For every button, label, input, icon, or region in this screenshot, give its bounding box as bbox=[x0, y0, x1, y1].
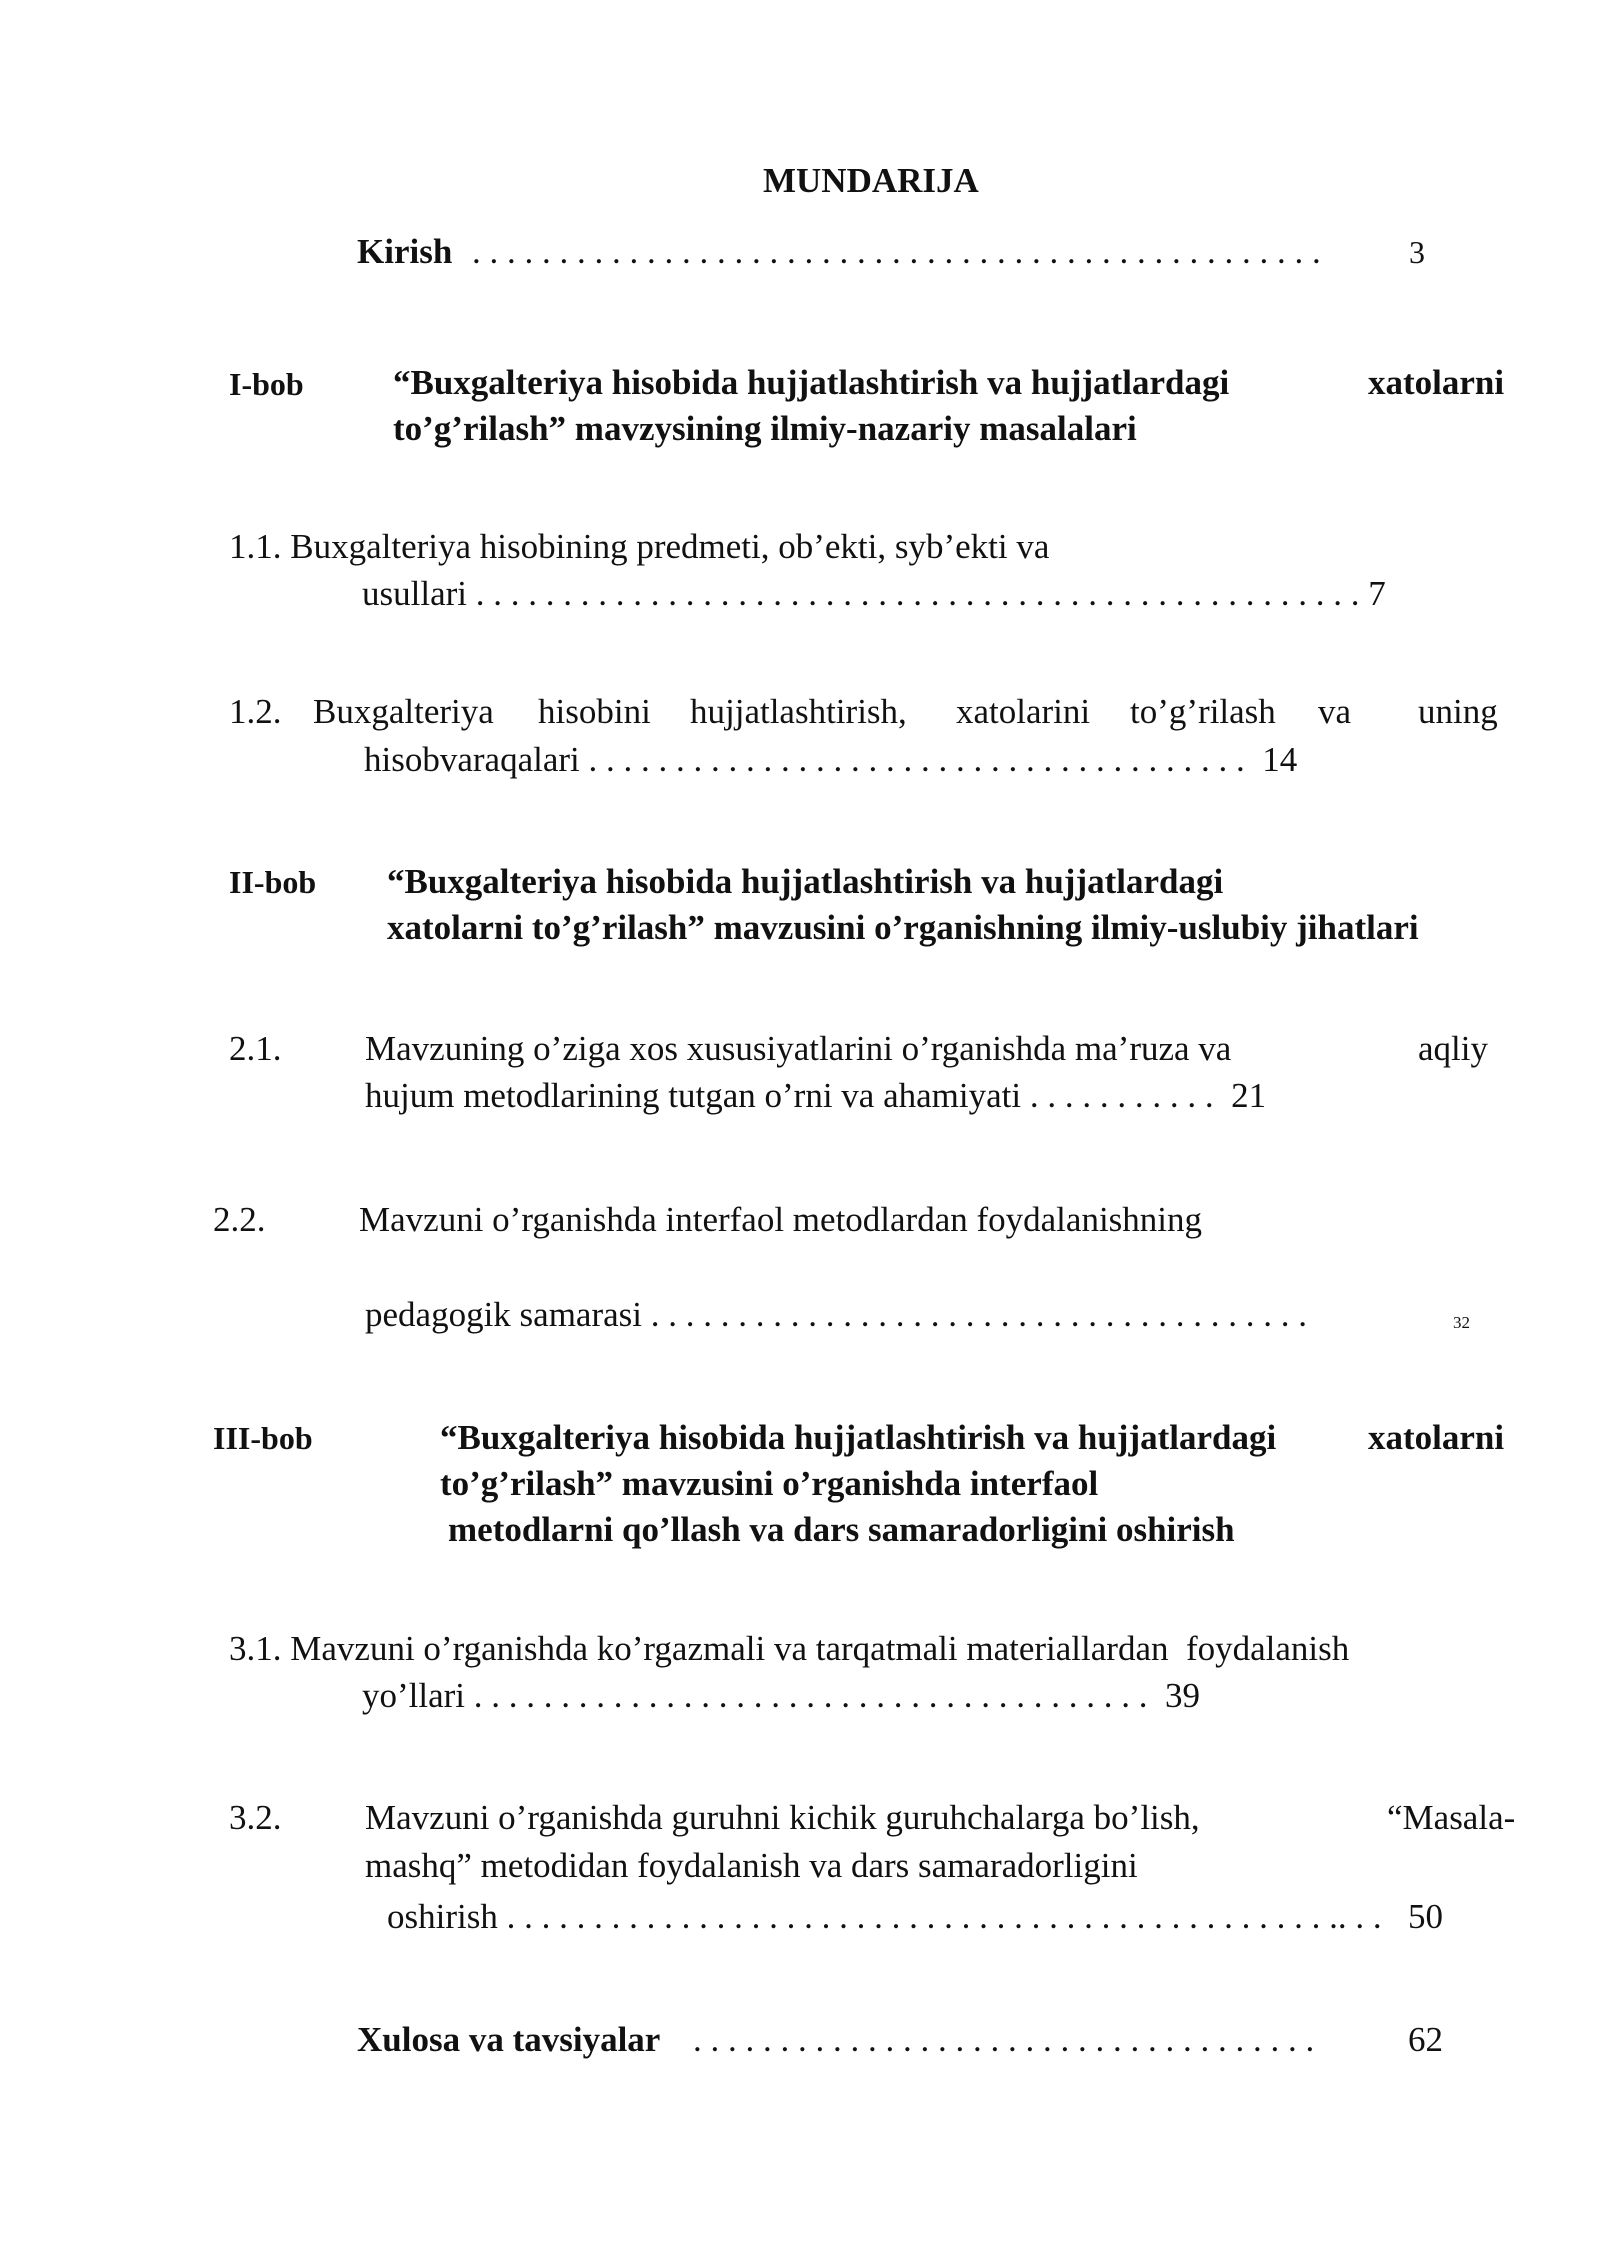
toc-conclusion-dots: . . . . . . . . . . . . . . . . . . . . . . . . . . . . . . . . . . . . bbox=[693, 2020, 1315, 2059]
toc-section-1-1-line1[interactable]: 1.1. Buxgalteriya hisobining predmeti, ob’ekti, syb’ekti va bbox=[229, 527, 1050, 566]
toc-section-1-2-word: hujjatlashtirish, bbox=[690, 692, 907, 731]
toc-section-3-2-number: 3.2. bbox=[229, 1798, 282, 1837]
toc-intro-dots: . . . . . . . . . . . . . . . . . . . . . . . . . . . . . . . . . . . . . . . . . . . . . . . . . bbox=[472, 232, 1321, 271]
toc-section-1-2-word: va bbox=[1318, 692, 1352, 731]
toc-section-3-1-line2: yo’llari . . . . . . . . . . . . . . . . . . . . . . . . . . . . . . . . . . . . . . . 39 bbox=[362, 1676, 1201, 1715]
toc-section-1-2-number: 1.2. bbox=[229, 692, 282, 731]
chapter1-title-word-right: xatolarni bbox=[1368, 363, 1505, 402]
toc-section-1-2-word[interactable]: Buxgalteriya bbox=[313, 692, 494, 731]
toc-section-3-1-line1[interactable]: 3.1. Mavzuni o’rganishda ko’rgazmali va tarqatmali materiallardan foydalanish bbox=[229, 1629, 1350, 1668]
toc-section-2-1-number: 2.1. bbox=[229, 1029, 282, 1068]
toc-section-2-2-page: 32 bbox=[1453, 1313, 1470, 1332]
toc-section-2-1-word-right: aqliy bbox=[1418, 1029, 1488, 1068]
toc-section-1-2-word: to’g’rilash bbox=[1130, 692, 1276, 731]
toc-conclusion-label[interactable]: Xulosa va tavsiyalar bbox=[357, 2020, 661, 2059]
toc-section-3-2-word-right: “Masala- bbox=[1387, 1798, 1516, 1837]
toc-section-1-1-line2: usullari . . . . . . . . . . . . . . . . . . . . . . . . . . . . . . . . . . . . . . . . . . . . . . . . . . . 7 bbox=[362, 574, 1386, 613]
toc-section-3-2-line3: oshirish . . . . . . . . . . . . . . . . . . . . . . . . . . . . . . . . . . . . . . . . . . . . . . . .. . . bbox=[387, 1897, 1382, 1936]
chapter3-label: III-bob bbox=[213, 1420, 313, 1456]
chapter2-label: II-bob bbox=[229, 864, 317, 900]
toc-section-1-2-word: uning bbox=[1418, 692, 1498, 731]
toc-conclusion-page: 62 bbox=[1408, 2020, 1443, 2059]
toc-section-1-2-word: hisobini bbox=[538, 692, 651, 731]
toc-section-2-2-line2: pedagogik samarasi . . . . . . . . . . . . . . . . . . . . . . . . . . . . . . . . . . . . . . bbox=[365, 1295, 1307, 1334]
chapter1-title-line1[interactable]: “Buxgalteriya hisobida hujjatlashtirish va hujjatlardagi bbox=[393, 363, 1230, 402]
chapter3-title-line3: metodlarni qo’llash va dars samaradorligini oshirish bbox=[448, 1510, 1235, 1549]
toc-section-2-2-number: 2.2. bbox=[213, 1200, 266, 1239]
chapter3-title-line2: to’g’rilash” mavzusini o’rganishda interfaol bbox=[440, 1464, 1099, 1503]
toc-intro-page: 3 bbox=[1409, 234, 1425, 270]
toc-section-2-1-line2: hujum metodlarining tutgan o’rni va ahamiyati . . . . . . . . . . . 21 bbox=[365, 1076, 1267, 1115]
page-title: MUNDARIJA bbox=[763, 161, 979, 200]
toc-section-3-2-line2: mashq” metodidan foydalanish va dars samaradorligini bbox=[365, 1846, 1138, 1885]
chapter2-title-line1[interactable]: “Buxgalteriya hisobida hujjatlashtirish va hujjatlardagi bbox=[387, 862, 1224, 901]
toc-section-1-2-line2: hisobvaraqalari . . . . . . . . . . . . . . . . . . . . . . . . . . . . . . . . . . . . . . 14 bbox=[364, 740, 1298, 779]
toc-section-2-2-line1[interactable]: Mavzuni o’rganishda interfaol metodlardan foydalanishning bbox=[359, 1200, 1203, 1239]
toc-section-3-2-line1[interactable]: Mavzuni o’rganishda guruhni kichik guruhchalarga bo’lish, bbox=[365, 1798, 1200, 1837]
chapter1-label: I-bob bbox=[229, 366, 304, 402]
toc-section-2-1-line1[interactable]: Mavzuning o’ziga xos xususiyatlarini o’rganishda ma’ruza va bbox=[365, 1029, 1232, 1068]
chapter1-title-line2: to’g’rilash” mavzysining ilmiy-nazariy masalalari bbox=[393, 409, 1137, 448]
chapter2-title-line2: xatolarni to’g’rilash” mavzusini o’rganishning ilmiy-uslubiy jihatlari bbox=[387, 908, 1419, 947]
toc-section-1-2-word: xatolarini bbox=[956, 692, 1091, 731]
toc-intro-label[interactable]: Kirish bbox=[357, 232, 453, 271]
chapter3-title-line1[interactable]: “Buxgalteriya hisobida hujjatlashtirish va hujjatlardagi bbox=[440, 1418, 1277, 1457]
chapter3-title-word-right: xatolarni bbox=[1368, 1418, 1505, 1457]
toc-section-3-2-page: 50 bbox=[1408, 1897, 1443, 1936]
